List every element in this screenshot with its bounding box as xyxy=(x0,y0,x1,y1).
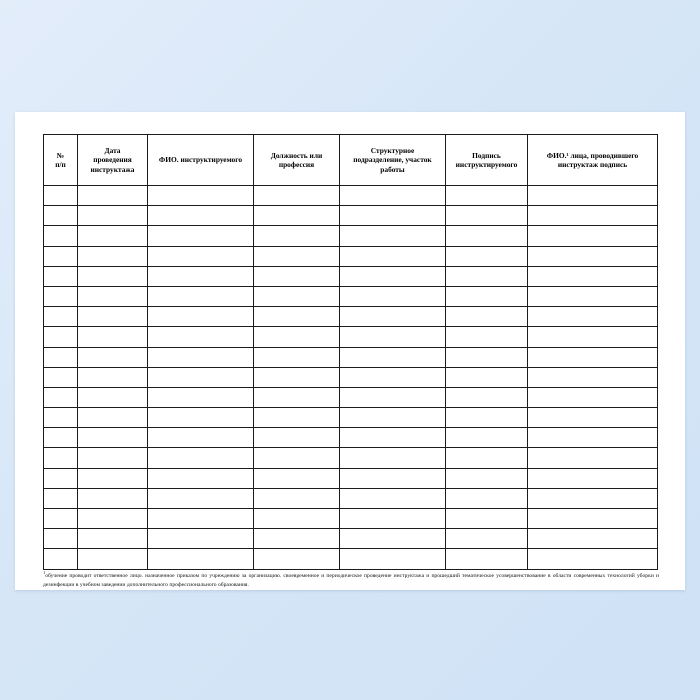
table-row[interactable] xyxy=(44,286,658,306)
table-cell-fio[interactable] xyxy=(148,468,254,488)
table-cell-division[interactable] xyxy=(340,549,446,569)
column-header-number xyxy=(44,135,78,186)
table-cell-position[interactable] xyxy=(254,206,340,226)
table-cell-division[interactable] xyxy=(340,246,446,266)
table-row[interactable] xyxy=(44,307,658,327)
table-cell-position[interactable] xyxy=(254,307,340,327)
column-header-date-line-3: инструктажа xyxy=(90,164,135,174)
table-cell-signature[interactable] xyxy=(446,488,528,508)
table-cell-position[interactable] xyxy=(254,347,340,367)
table-cell-fio[interactable] xyxy=(148,226,254,246)
table-cell-date[interactable] xyxy=(78,186,148,206)
table-cell-date[interactable] xyxy=(78,327,148,347)
table-cell-instructor[interactable] xyxy=(528,549,658,569)
column-header-instructor xyxy=(528,135,658,186)
table-cell-date[interactable] xyxy=(78,206,148,226)
table-cell-date[interactable] xyxy=(78,428,148,448)
table-cell-signature[interactable] xyxy=(446,266,528,286)
table-cell-signature[interactable] xyxy=(446,408,528,428)
table-cell-number[interactable] xyxy=(44,226,78,246)
table-cell-fio[interactable] xyxy=(148,488,254,508)
table-cell-position[interactable] xyxy=(254,186,340,206)
table-cell-date[interactable] xyxy=(78,347,148,367)
table-cell-instructor[interactable] xyxy=(528,186,658,206)
column-header-position xyxy=(254,135,340,186)
table-cell-number[interactable] xyxy=(44,327,78,347)
table-cell-fio[interactable] xyxy=(148,307,254,327)
table-cell-position[interactable] xyxy=(254,468,340,488)
column-header-date-line-1: Дата xyxy=(104,145,121,155)
table-cell-number[interactable] xyxy=(44,529,78,549)
table-row[interactable] xyxy=(44,468,658,488)
table-header-row xyxy=(44,135,658,186)
table-cell-fio[interactable] xyxy=(148,286,254,306)
table-cell-position[interactable] xyxy=(254,428,340,448)
column-header-date xyxy=(78,135,148,186)
table-cell-instructor[interactable] xyxy=(528,266,658,286)
table-row[interactable] xyxy=(44,226,658,246)
table-row[interactable] xyxy=(44,327,658,347)
table-cell-fio[interactable] xyxy=(148,387,254,407)
table-cell-instructor[interactable] xyxy=(528,246,658,266)
table-cell-instructor[interactable] xyxy=(528,468,658,488)
table-row[interactable] xyxy=(44,509,658,529)
column-header-signature-line-1: Подпись xyxy=(472,150,501,160)
table-cell-signature[interactable] xyxy=(446,226,528,246)
column-header-fio xyxy=(148,135,254,186)
table-cell-fio[interactable] xyxy=(148,549,254,569)
table-cell-instructor[interactable] xyxy=(528,327,658,347)
table-cell-division[interactable] xyxy=(340,408,446,428)
table-cell-number[interactable] xyxy=(44,408,78,428)
table-cell-signature[interactable] xyxy=(446,367,528,387)
table-cell-instructor[interactable] xyxy=(528,428,658,448)
table-cell-position[interactable] xyxy=(254,387,340,407)
table-cell-signature[interactable] xyxy=(446,307,528,327)
table-cell-date[interactable] xyxy=(78,266,148,286)
document-page xyxy=(15,112,685,590)
column-header-instructor-line-2: инструктаж подпись xyxy=(557,160,628,169)
table-cell-position[interactable] xyxy=(254,266,340,286)
column-header-number-line-2: п/п xyxy=(55,160,66,169)
table-row[interactable] xyxy=(44,246,658,266)
table-cell-division[interactable] xyxy=(340,367,446,387)
table-cell-fio[interactable] xyxy=(148,448,254,468)
table-cell-position[interactable] xyxy=(254,226,340,246)
table-cell-number[interactable] xyxy=(44,367,78,387)
table-cell-number[interactable] xyxy=(44,266,78,286)
table-cell-signature[interactable] xyxy=(446,549,528,569)
table-cell-position[interactable] xyxy=(254,367,340,387)
table-row[interactable] xyxy=(44,186,658,206)
table-cell-fio[interactable] xyxy=(148,347,254,367)
table-cell-number[interactable] xyxy=(44,246,78,266)
table-cell-date[interactable] xyxy=(78,408,148,428)
table-cell-instructor[interactable] xyxy=(528,509,658,529)
table-cell-number[interactable] xyxy=(44,448,78,468)
table-cell-number[interactable] xyxy=(44,468,78,488)
table-row[interactable] xyxy=(44,549,658,569)
table-cell-instructor[interactable] xyxy=(528,307,658,327)
table-cell-position[interactable] xyxy=(254,286,340,306)
table-cell-instructor[interactable] xyxy=(528,488,658,508)
column-header-division-line-3: работы xyxy=(380,164,405,174)
column-header-signature xyxy=(446,135,528,186)
table-cell-division[interactable] xyxy=(340,529,446,549)
table-cell-instructor[interactable] xyxy=(528,529,658,549)
table-cell-division[interactable] xyxy=(340,307,446,327)
table-cell-fio[interactable] xyxy=(148,186,254,206)
table-row[interactable] xyxy=(44,488,658,508)
table-cell-date[interactable] xyxy=(78,286,148,306)
register-table-area xyxy=(43,134,657,568)
table-row[interactable] xyxy=(44,387,658,407)
table-cell-instructor[interactable] xyxy=(528,387,658,407)
table-cell-signature[interactable] xyxy=(446,428,528,448)
table-cell-instructor[interactable] xyxy=(528,448,658,468)
table-cell-division[interactable] xyxy=(340,226,446,246)
table-cell-division[interactable] xyxy=(340,448,446,468)
column-header-division-line-1: Структурное xyxy=(370,145,415,155)
table-cell-position[interactable] xyxy=(254,549,340,569)
table-cell-signature[interactable] xyxy=(446,206,528,226)
table-cell-position[interactable] xyxy=(254,488,340,508)
table-cell-instructor[interactable] xyxy=(528,347,658,367)
table-cell-position[interactable] xyxy=(254,448,340,468)
column-header-position-line-2: профессия xyxy=(278,160,315,169)
table-row[interactable] xyxy=(44,347,658,367)
table-cell-number[interactable] xyxy=(44,206,78,226)
footnote-text: обучение проводит ответственное лицо. назначенное приказом по учреждению за организацию. своевременное и периодическое проведение инструктажа и прошедший тематическое усовершенствование в области современных технологий уборки и дезинфекции в учебном заведении дополнительного профессионального образования. xyxy=(43,573,659,588)
table-cell-number[interactable] xyxy=(44,347,78,367)
table-cell-instructor[interactable] xyxy=(528,286,658,306)
instruction-register-table xyxy=(43,134,658,570)
table-cell-division[interactable] xyxy=(340,347,446,367)
table-cell-position[interactable] xyxy=(254,327,340,347)
table-cell-number[interactable] xyxy=(44,186,78,206)
column-header-division xyxy=(340,135,446,186)
table-row[interactable] xyxy=(44,448,658,468)
table-cell-fio[interactable] xyxy=(148,367,254,387)
table-cell-instructor[interactable] xyxy=(528,367,658,387)
table-row[interactable] xyxy=(44,529,658,549)
table-row[interactable] xyxy=(44,408,658,428)
table-cell-division[interactable] xyxy=(340,286,446,306)
footnote-marker: 1 xyxy=(43,570,46,576)
column-header-division-line-2: подразделение, участок xyxy=(353,155,432,165)
table-cell-date[interactable] xyxy=(78,448,148,468)
table-cell-division[interactable] xyxy=(340,488,446,508)
table-cell-position[interactable] xyxy=(254,509,340,529)
table-cell-signature[interactable] xyxy=(446,468,528,488)
column-header-signature-line-2: инструктируемого xyxy=(455,160,518,169)
table-row[interactable] xyxy=(44,428,658,448)
table-row[interactable] xyxy=(44,266,658,286)
table-cell-signature[interactable] xyxy=(446,186,528,206)
table-cell-instructor[interactable] xyxy=(528,206,658,226)
column-header-number-line-1: № xyxy=(56,150,65,160)
table-cell-signature[interactable] xyxy=(446,327,528,347)
column-header-position-line-1: Должность или xyxy=(270,150,323,160)
table-cell-number[interactable] xyxy=(44,549,78,569)
table-cell-fio[interactable] xyxy=(148,246,254,266)
table-cell-number[interactable] xyxy=(44,387,78,407)
table-cell-instructor[interactable] xyxy=(528,408,658,428)
column-header-instructor-line-1: ФИО.¹ лица, проводившего xyxy=(546,150,639,160)
table-cell-date[interactable] xyxy=(78,509,148,529)
table-row[interactable] xyxy=(44,367,658,387)
table-cell-fio[interactable] xyxy=(148,408,254,428)
table-cell-signature[interactable] xyxy=(446,347,528,367)
column-header-fio-line-1: ФИО. инструктируемого xyxy=(158,155,243,165)
table-cell-date[interactable] xyxy=(78,468,148,488)
table-cell-date[interactable] xyxy=(78,387,148,407)
table-cell-instructor[interactable] xyxy=(528,226,658,246)
table-cell-fio[interactable] xyxy=(148,266,254,286)
table-cell-signature[interactable] xyxy=(446,509,528,529)
table-cell-division[interactable] xyxy=(340,327,446,347)
table-cell-signature[interactable] xyxy=(446,286,528,306)
table-cell-division[interactable] xyxy=(340,186,446,206)
table-cell-division[interactable] xyxy=(340,206,446,226)
table-cell-signature[interactable] xyxy=(446,246,528,266)
table-cell-fio[interactable] xyxy=(148,509,254,529)
table-cell-number[interactable] xyxy=(44,488,78,508)
table-cell-date[interactable] xyxy=(78,488,148,508)
table-cell-division[interactable] xyxy=(340,468,446,488)
table-cell-fio[interactable] xyxy=(148,206,254,226)
table-cell-division[interactable] xyxy=(340,428,446,448)
table-cell-date[interactable] xyxy=(78,529,148,549)
column-header-date-line-2: проведения xyxy=(93,155,132,165)
table-cell-date[interactable] xyxy=(78,246,148,266)
table-body xyxy=(44,186,658,570)
table-cell-division[interactable] xyxy=(340,509,446,529)
table-cell-division[interactable] xyxy=(340,266,446,286)
table-cell-date[interactable] xyxy=(78,226,148,246)
table-cell-date[interactable] xyxy=(78,307,148,327)
table-cell-fio[interactable] xyxy=(148,327,254,347)
table-cell-signature[interactable] xyxy=(446,448,528,468)
table-row[interactable] xyxy=(44,206,658,226)
table-cell-division[interactable] xyxy=(340,387,446,407)
table-cell-number[interactable] xyxy=(44,509,78,529)
table-cell-position[interactable] xyxy=(254,246,340,266)
table-cell-date[interactable] xyxy=(78,549,148,569)
table-cell-signature[interactable] xyxy=(446,387,528,407)
table-cell-fio[interactable] xyxy=(148,529,254,549)
table-cell-position[interactable] xyxy=(254,408,340,428)
table-cell-date[interactable] xyxy=(78,367,148,387)
table-cell-number[interactable] xyxy=(44,307,78,327)
table-cell-fio[interactable] xyxy=(148,428,254,448)
table-cell-number[interactable] xyxy=(44,428,78,448)
table-cell-number[interactable] xyxy=(44,286,78,306)
table-cell-position[interactable] xyxy=(254,529,340,549)
table-cell-signature[interactable] xyxy=(446,529,528,549)
footnote xyxy=(43,572,659,589)
